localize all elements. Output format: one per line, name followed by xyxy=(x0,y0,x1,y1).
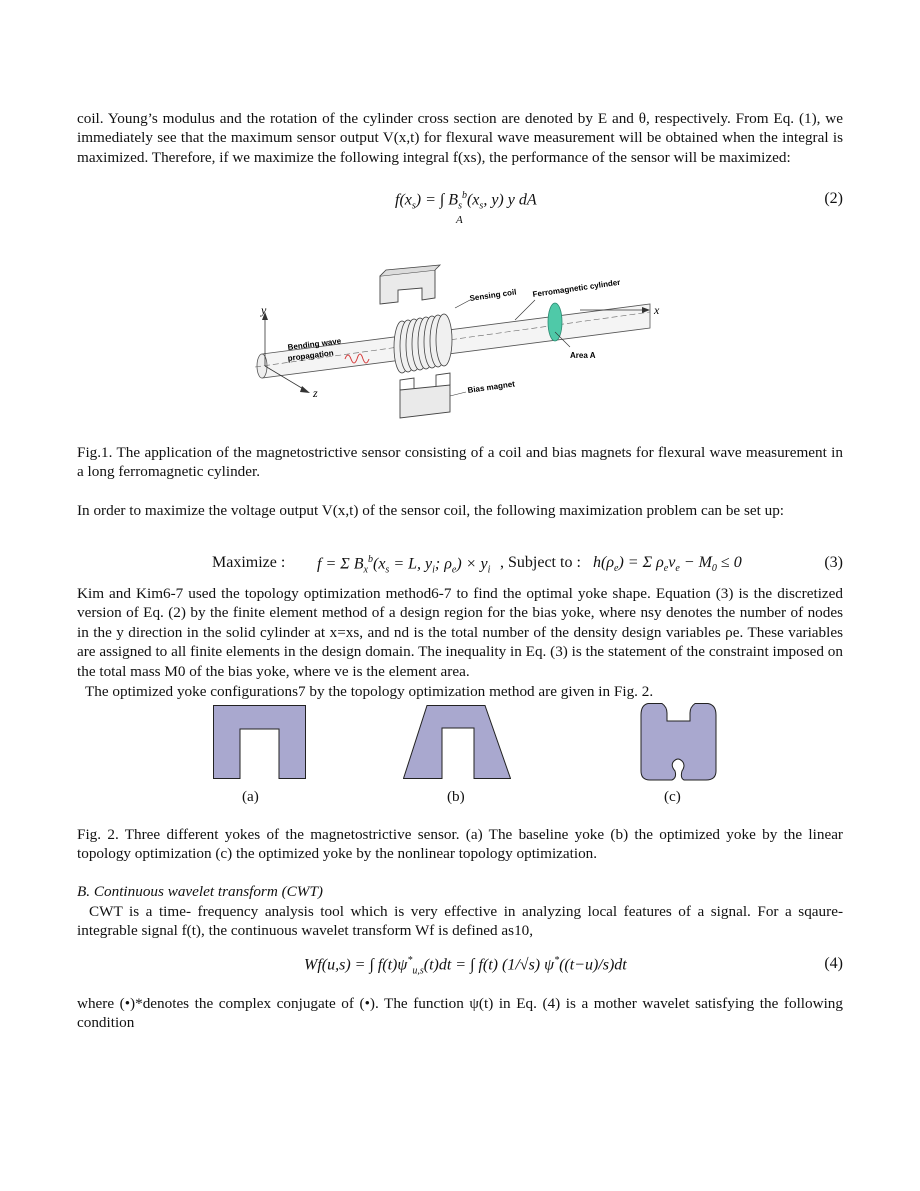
equation-2-number: (2) xyxy=(824,190,843,207)
paragraph-topology: Kim and Kim6-7 used the topology optimization method6-7 to find the optimal yoke shape. Equation (3) is the discretized version of Eq. (2) by the finite element method of a design region for the bias yoke, where nsy denotes the number of nodes in the y direction in the solid cylinder at x=xs, and nd is the total number of the density design variables ρe. These variables are assigned to all finite elements in the design domain. The inequality in Eq. (3) is the statement of the constraint imposed on the total mass M0 of the bias yoke, where ve is the element area. xyxy=(77,585,843,680)
equation-4 xyxy=(77,950,843,992)
equation-2-limit: A xyxy=(456,214,463,226)
label-bending-2: propagation xyxy=(287,348,335,363)
figure-2a-label: (a) xyxy=(242,788,259,805)
label-bending-1: Bending wave xyxy=(287,336,342,352)
sensing-coil-rings xyxy=(394,314,452,373)
paragraph-intro: coil. Young’s modulus and the rotation of the cylinder cross section are denoted by E and θ, respectively. From Eq. (1), we immediately see that the maximum sensor output V(x,t) for flexural wave measurement will be obtained when the integral is maximized. Therefore, if we maximize the following integral f(xs), the performance of the sensor will be maximized: xyxy=(77,110,843,166)
equation-3-objective: f = Σ $B_x^b(x_s = L$, $y_i$; $\rho_e) \times y_i$ xyxy=(317,554,491,576)
equation-3-maximize: Maximize : xyxy=(212,554,286,571)
area-a-section xyxy=(548,303,562,341)
equation-3-constraint: $h(\rho_e) = \Sigma$ $\rho_ev_e - M_0 \le 0$ xyxy=(593,554,742,575)
paragraph-maximization: In order to maximize the voltage output V(x,t) of the sensor coil, the following maximization problem can be set up: xyxy=(77,502,785,519)
equation-2-body: $f(x_s)$ = ∫ $B_s^b(x_s$, y) y dA xyxy=(395,190,537,212)
label-bias-magnet: Bias magnet xyxy=(467,379,516,395)
top-magnet xyxy=(380,270,435,304)
figure-2-caption: Fig. 2. Three different yokes of the magnetostrictive sensor. (a) The baseline yoke (b) the optimized yoke by the linear topology optimization (c) the optimized yoke by the nonlinear topology optimization. xyxy=(77,826,843,863)
figure-2c-label: (c) xyxy=(664,788,681,805)
bottom-magnet xyxy=(400,385,450,418)
figure-2b-label: (b) xyxy=(447,788,465,805)
z-axis-label: z xyxy=(313,386,318,400)
equation-2 xyxy=(77,190,843,232)
z-axis-arrow xyxy=(300,386,310,393)
section-b-heading: B. Continuous wavelet transform (CWT) xyxy=(77,883,323,900)
equation-3 xyxy=(77,546,843,584)
figure-1-caption: Fig.1. The application of the magnetostrictive sensor consisting of a coil and bias magnets for flexural wave measurement in a long ferromagnetic cylinder. xyxy=(77,444,843,481)
sensing-coil-leader xyxy=(455,300,470,308)
paragraph-mother-wavelet: where (•)*denotes the complex conjugate of (•). The function ψ(t) in Eq. (4) is a mother wavelet satisfying the following condition xyxy=(77,995,843,1032)
cylinder-leader xyxy=(515,300,535,320)
equation-3-number: (3) xyxy=(824,554,843,571)
equation-4-body: Wf(u,s) = ∫ $f(t)\psi^*_{u,s}(t)dt$ = ∫ f(t) (1/√s) ψ*((t−u)/s)dt xyxy=(304,955,627,977)
yoke-c-shape xyxy=(640,703,717,781)
label-ferromagnetic-cylinder: Ferromagnetic cylinder xyxy=(532,277,621,299)
paragraph-yoke-configs: The optimized yoke configurations7 by the topology optimization method are given in Fig. 2. xyxy=(85,683,654,700)
yoke-a-shape xyxy=(213,705,306,779)
equation-4-number: (4) xyxy=(824,955,843,972)
label-area-a: Area A xyxy=(570,351,596,360)
x-axis-label: x xyxy=(654,303,660,317)
bias-magnet-leader xyxy=(450,392,466,396)
figure-1-diagram xyxy=(250,262,670,432)
paragraph-cwt: CWT is a time- frequency analysis tool which is very effective in analyzing local features of a signal. For a sqaure-integrable signal f(t), the continuous wavelet transform Wf is defined as10, xyxy=(77,903,843,940)
yoke-b-shape xyxy=(403,705,511,779)
y-axis-label: y xyxy=(261,303,267,317)
equation-3-subject: , Subject to : xyxy=(500,554,581,571)
label-sensing-coil: Sensing coil xyxy=(469,287,517,303)
